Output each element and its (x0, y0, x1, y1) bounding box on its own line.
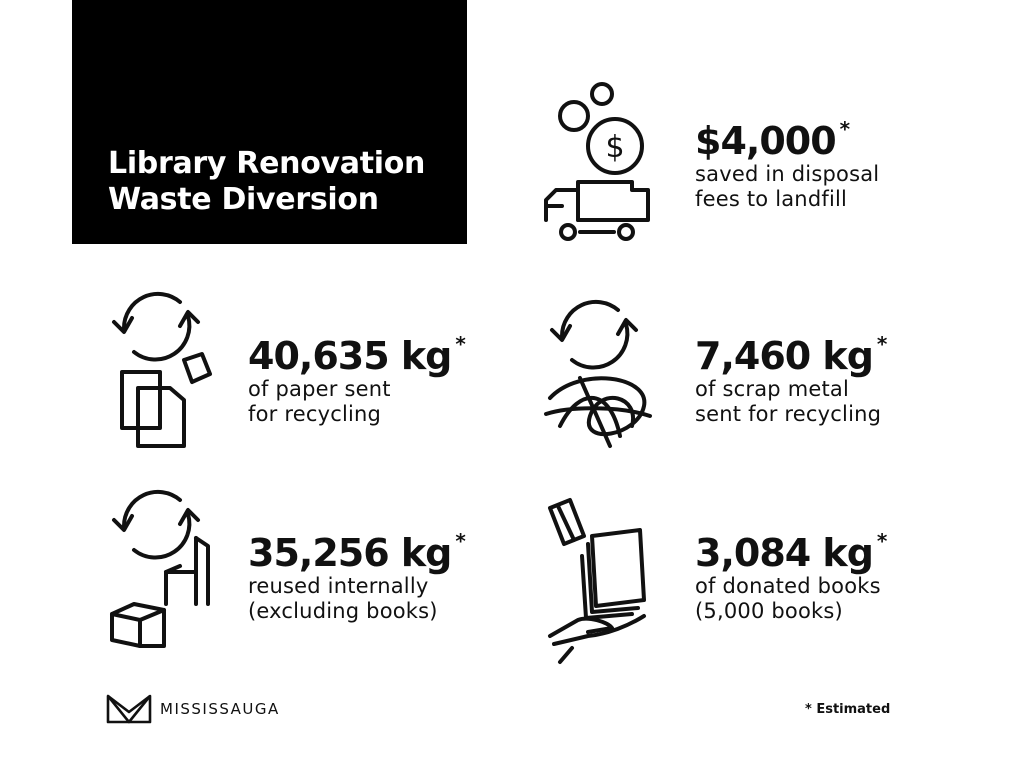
furniture-reuse-icon (108, 488, 218, 648)
estimate-marker: * (455, 529, 465, 554)
stat-value (248, 529, 465, 575)
stat-description (248, 377, 465, 427)
dump-truck-money-icon (540, 82, 650, 242)
stat-number: 35,256 kg (248, 531, 452, 575)
stat-desc-line: sent for recycling (695, 402, 882, 426)
logo-wordmark: MISSISSAUGA (160, 700, 280, 718)
stat-number: 40,635 kg (248, 334, 452, 378)
stat-desc-line: saved in disposal (695, 162, 880, 186)
stat-value (695, 117, 850, 163)
stat-paper (248, 332, 465, 427)
svg-text:$: $ (605, 130, 625, 165)
stat-description (695, 162, 879, 212)
estimated-footnote: * Estimated (805, 702, 891, 717)
stat-value (695, 332, 887, 378)
paper-recycling-icon (108, 290, 218, 450)
stat-desc-line: (5,000 books) (695, 599, 843, 623)
stat-disposal-fees (695, 117, 880, 212)
stat-description (695, 574, 886, 624)
stat-desc-line: of scrap metal (695, 377, 850, 401)
stat-description (248, 574, 465, 624)
estimate-marker: * (876, 529, 887, 554)
estimate-marker: * (455, 332, 465, 357)
stat-value (695, 529, 887, 575)
title-banner (72, 0, 467, 244)
donated-books-icon (548, 496, 658, 666)
title-line-2: Waste Diversion (108, 182, 379, 217)
stat-desc-line: of donated books (695, 574, 881, 598)
estimate-marker: * (839, 117, 850, 142)
stat-number: 7,460 kg (695, 334, 873, 378)
metal-recycling-icon (540, 296, 660, 456)
stat-scrap-metal (695, 332, 887, 427)
stat-reused (248, 529, 465, 624)
stat-value (248, 332, 465, 378)
stat-desc-line: reused internally (248, 574, 429, 598)
stat-description (695, 377, 886, 427)
page-title (108, 146, 425, 218)
stat-desc-line: of paper sent (248, 377, 391, 401)
stat-desc-line: for recycling (248, 402, 382, 426)
stat-number: $4,000 (695, 119, 836, 163)
mississauga-logo (106, 694, 280, 724)
estimate-marker: * (876, 332, 887, 357)
stat-desc-line: fees to landfill (695, 187, 848, 211)
stat-donated-books (695, 529, 887, 624)
mississauga-logo-mark-icon (106, 694, 152, 724)
title-line-1: Library Renovation (108, 146, 426, 181)
stat-number: 3,084 kg (695, 531, 873, 575)
stat-desc-line: (excluding books) (248, 599, 438, 623)
